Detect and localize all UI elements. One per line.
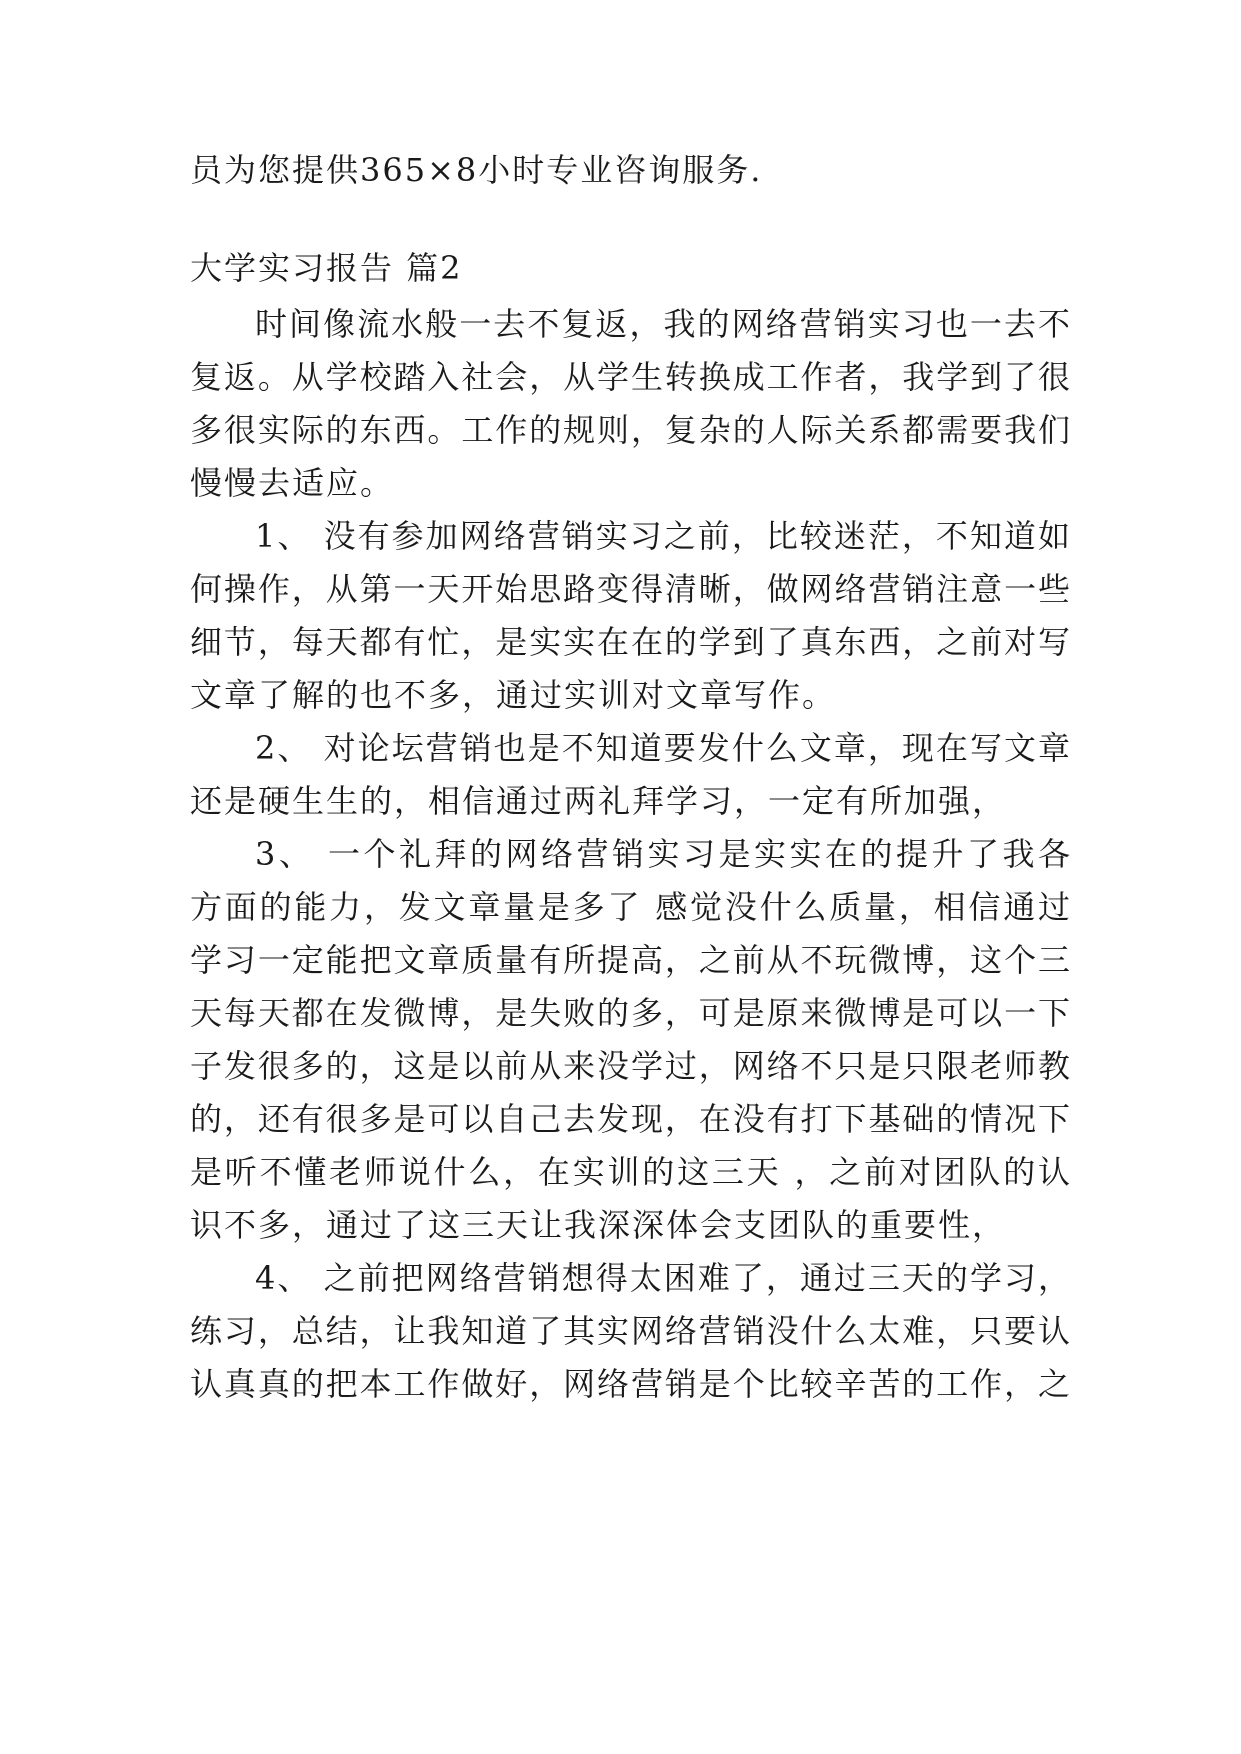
list-item-line: 2、 对论坛营销也是不知道要发什么文章，现在写文章 (255, 729, 1070, 767)
continuation-line: 员为您提供365×8小时专业咨询服务. (190, 151, 763, 189)
section-heading: 大学实习报告 篇2 (190, 249, 463, 287)
paragraph-line: 学习一定能把文章质量有所提高，之前从不玩微博，这个三 (190, 941, 1070, 979)
paragraph-line: 何操作，从第一天开始思路变得清晰，做网络营销注意一些 (190, 570, 1070, 608)
paragraph-line: 还是硬生生的，相信通过两礼拜学习，一定有所加强， (190, 782, 1007, 820)
paragraph-line: 多很实际的东西。工作的规则，复杂的人际关系都需要我们 (190, 411, 1070, 449)
paragraph-line: 练习，总结，让我知道了其实网络营销没什么太难，只要认 (190, 1312, 1070, 1350)
paragraph-line: 天每天都在发微博，是失败的多，可是原来微博是可以一下 (190, 994, 1070, 1032)
list-item-line: 4、 之前把网络营销想得太困难了，通过三天的学习， (255, 1259, 1070, 1297)
paragraph-line: 时间像流水般一去不复返，我的网络营销实习也一去不 (255, 305, 1070, 343)
paragraph-line: 方面的能力，发文章量是多了 感觉没什么质量，相信通过 (190, 888, 1070, 926)
paragraph-line: 复返。从学校踏入社会，从学生转换成工作者，我学到了很 (190, 358, 1070, 396)
paragraph-line: 子发很多的，这是以前从来没学过，网络不只是只限老师教 (190, 1047, 1070, 1085)
paragraph-line: 慢慢去适应。 (190, 464, 395, 502)
list-item-line: 3、 一个礼拜的网络营销实习是实实在的提升了我各 (255, 835, 1070, 873)
paragraph-line: 识不多，通过了这三天让我深深体会支团队的重要性， (190, 1206, 1007, 1244)
paragraph-line: 是听不懂老师说什么，在实训的这三天 ，之前对团队的认 (190, 1153, 1070, 1191)
paragraph-line: 认真真的把本工作做好，网络营销是个比较辛苦的工作，之 (190, 1365, 1070, 1403)
paragraph-line: 的，还有很多是可以自己去发现，在没有打下基础的情况下 (190, 1100, 1070, 1138)
paragraph-line: 文章了解的也不多，通过实训对文章写作。 (190, 676, 837, 714)
list-item-line: 1、 没有参加网络营销实习之前，比较迷茫，不知道如 (255, 517, 1070, 555)
paragraph-line: 细节，每天都有忙，是实实在在的学到了真东西，之前对写 (190, 623, 1070, 661)
